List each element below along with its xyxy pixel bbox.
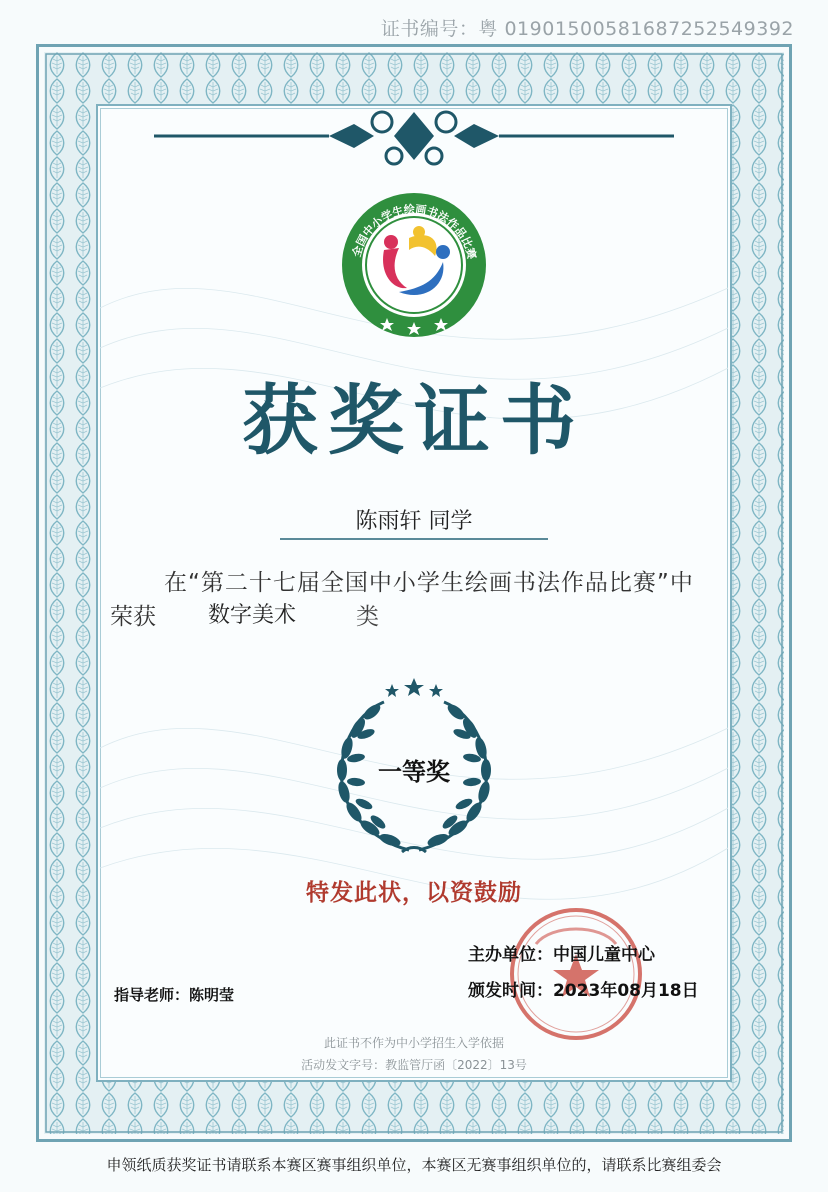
award-level: 一等奖 [378,758,450,786]
logo-ring-text: 全国中小学生绘画书法作品比赛 [350,202,479,261]
document-number: 活动发文字号：教监管厅函〔2022〕13号 [301,1058,527,1072]
statement-line-1: 在“第二十七届全国中小学生绘画书法作品比赛”中 [164,570,694,596]
footer-notice: 申领纸质获奖证书请联系本赛区赛事组织单位，本赛区无赛事组织单位的，请联系比赛组委会 [106,1156,722,1174]
certificate-title: 获奖证书 [242,376,586,465]
admission-disclaimer: 此证书不作为中小学招生入学依据 [323,1036,504,1050]
award-category: 数字美术 [208,603,297,628]
competition-logo-icon [339,190,489,340]
name-underline [280,538,548,540]
certificate-number: 证书编号：粤 01901500581687252549392 [380,18,794,40]
official-seal-icon [506,904,646,1044]
issue-date: 颁发时间：2023年08月18日 [468,981,699,1001]
encouragement-text: 特发此状，以资鼓励 [306,880,522,906]
organizer: 主办单位：中国儿童中心 [468,945,655,965]
category-suffix: 类 [356,604,379,630]
recipient-name: 陈雨轩 同学 [355,509,473,534]
instructor: 指导老师：陈明莹 [114,986,235,1004]
statement-line-2-prefix: 荣获 [110,604,156,630]
top-ornament [154,102,674,172]
